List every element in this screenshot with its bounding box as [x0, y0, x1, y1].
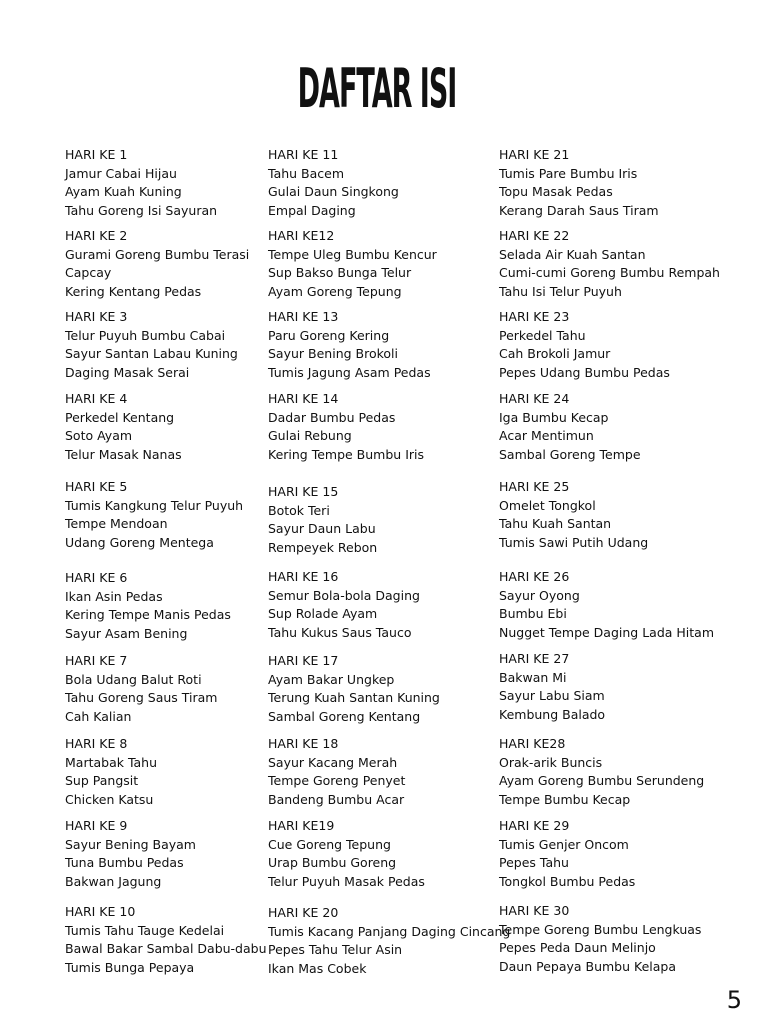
- recipe-item: Gurami Goreng Bumbu Terasi: [65, 246, 250, 262]
- recipe-item: Sambal Goreng Kentang: [268, 708, 421, 724]
- recipe-item: Tempe Uleg Bumbu Kencur: [268, 246, 437, 262]
- toc-entry: [268, 735, 405, 809]
- recipe-item: Selada Air Kuah Santan: [499, 246, 646, 262]
- recipe-item: Jamur Cabai Hijau: [65, 165, 177, 181]
- recipe-item: Pepes Tahu Telur Asin: [268, 942, 403, 957]
- recipe-item: Botok Teri: [268, 502, 330, 518]
- recipe-item: Omelet Tongkol: [499, 497, 596, 513]
- day-heading: HARI KE 30: [499, 903, 570, 918]
- toc-entry: [65, 308, 238, 382]
- toc-entry: [268, 308, 431, 382]
- toc-entry: [499, 735, 704, 809]
- day-heading: HARI KE 18: [268, 736, 339, 751]
- recipe-item: Tumis Kacang Panjang Daging Cincang: [268, 923, 511, 939]
- toc-entry: [65, 390, 182, 464]
- toc-entry: [499, 902, 701, 976]
- day-heading: HARI KE28: [499, 736, 566, 751]
- recipe-item: Sup Pangsit: [65, 773, 139, 788]
- recipe-item: Sayur Labu Siam: [499, 688, 605, 703]
- toc-entry: [268, 146, 399, 220]
- recipe-item: Tuna Bumbu Pedas: [65, 855, 184, 870]
- toc-entry: [65, 569, 231, 643]
- recipe-item: Ikan Mas Cobek: [268, 960, 367, 976]
- recipe-item: Sayur Daun Labu: [268, 521, 376, 536]
- day-heading: HARI KE 14: [268, 391, 339, 406]
- toc-entry: [499, 817, 635, 891]
- day-heading: HARI KE12: [268, 228, 335, 243]
- recipe-item: Kembung Balado: [499, 706, 606, 722]
- recipe-item: Semur Bola-bola Daging: [268, 587, 420, 603]
- toc-entry: [499, 146, 659, 220]
- recipe-item: Terung Kuah Santan Kuning: [268, 690, 440, 705]
- day-heading: HARI KE 2: [65, 228, 128, 243]
- recipe-item: Sayur Bening Bayam: [65, 836, 196, 852]
- day-heading: HARI KE 13: [268, 309, 339, 324]
- recipe-item: Pepes Peda Daun Melinjo: [499, 940, 656, 955]
- recipe-item: Ayam Kuah Kuning: [65, 184, 182, 199]
- day-heading: HARI KE 9: [65, 818, 128, 833]
- recipe-item: Acar Mentimun: [499, 428, 594, 443]
- day-heading: HARI KE 8: [65, 736, 128, 751]
- toc-entry: [499, 390, 641, 464]
- recipe-item: Tahu Kukus Saus Tauco: [268, 624, 412, 640]
- recipe-item: Soto Ayam: [65, 428, 133, 443]
- day-heading: HARI KE 10: [65, 904, 136, 919]
- day-heading: HARI KE 1: [65, 147, 128, 162]
- day-heading: HARI KE 16: [268, 569, 339, 584]
- day-heading: HARI KE 24: [499, 391, 570, 406]
- toc-entry: [65, 735, 157, 809]
- toc-entry: [268, 817, 425, 891]
- toc-entry: [268, 904, 510, 978]
- recipe-item: Telur Puyuh Masak Pedas: [268, 873, 425, 889]
- recipe-item: Empal Daging: [268, 202, 356, 218]
- toc-entry: [268, 390, 424, 464]
- recipe-item: Gulai Rebung: [268, 428, 352, 443]
- day-heading: HARI KE 5: [65, 479, 128, 494]
- recipe-item: Tumis Genjer Oncom: [499, 836, 629, 852]
- recipe-item: Rempeyek Rebon: [268, 539, 378, 555]
- day-heading: HARI KE 6: [65, 570, 128, 585]
- recipe-item: Tahu Goreng Saus Tiram: [65, 690, 218, 705]
- recipe-item: Perkedel Kentang: [65, 409, 175, 425]
- recipe-item: Chicken Katsu: [65, 791, 154, 807]
- day-heading: HARI KE 4: [65, 391, 128, 406]
- day-heading: HARI KE 15: [268, 484, 339, 499]
- recipe-item: Sup Rolade Ayam: [268, 606, 378, 621]
- recipe-item: Kerang Darah Saus Tiram: [499, 202, 659, 218]
- recipe-item: Tempe Mendoan: [65, 516, 168, 531]
- recipe-item: Daging Masak Serai: [65, 364, 190, 380]
- toc-entry: [65, 817, 196, 891]
- day-heading: HARI KE 20: [268, 905, 339, 920]
- recipe-item: Cue Goreng Tepung: [268, 836, 391, 852]
- page-title: DAFTAR ISI: [297, 57, 457, 120]
- toc-entry: [499, 227, 720, 301]
- day-heading: HARI KE 26: [499, 569, 570, 584]
- recipe-item: Pepes Tahu: [499, 855, 569, 870]
- toc-entry: [65, 146, 217, 220]
- recipe-item: Nugget Tempe Daging Lada Hitam: [499, 624, 715, 640]
- recipe-item: Sayur Bening Brokoli: [268, 346, 398, 361]
- toc-entry: [499, 568, 714, 642]
- toc-entry: [65, 652, 217, 726]
- recipe-item: Urap Bumbu Goreng: [268, 855, 397, 870]
- recipe-item: Tumis Sawi Putih Udang: [499, 534, 649, 550]
- recipe-item: Tahu Bacem: [268, 165, 345, 181]
- recipe-item: Cah Kalian: [65, 708, 132, 724]
- recipe-item: Tempe Goreng Bumbu Lengkuas: [499, 921, 702, 937]
- toc-entry: [65, 478, 243, 552]
- toc-entry: [499, 650, 605, 724]
- recipe-item: Telur Puyuh Bumbu Cabai: [65, 327, 226, 343]
- day-heading: HARI KE 23: [499, 309, 570, 324]
- recipe-item: Tahu Goreng Isi Sayuran: [65, 202, 218, 218]
- toc-entry: [268, 568, 420, 642]
- recipe-item: Kering Kentang Pedas: [65, 283, 202, 299]
- recipe-item: Tempe Goreng Penyet: [268, 773, 406, 788]
- recipe-item: Gulai Daun Singkong: [268, 184, 399, 199]
- recipe-item: Paru Goreng Kering: [268, 327, 390, 343]
- toc-entry: [268, 652, 440, 726]
- toc-entry: [268, 483, 377, 557]
- recipe-item: Orak-arik Buncis: [499, 754, 603, 770]
- recipe-item: Tumis Jagung Asam Pedas: [268, 364, 431, 380]
- day-heading: HARI KE 27: [499, 651, 570, 666]
- page-number: 5: [726, 986, 742, 1014]
- recipe-item: Bumbu Ebi: [499, 606, 567, 621]
- recipe-item: Cumi-cumi Goreng Bumbu Rempah: [499, 265, 720, 280]
- recipe-item: Tumis Kangkung Telur Puyuh: [65, 497, 244, 513]
- day-heading: HARI KE19: [268, 818, 335, 833]
- recipe-item: Sambal Goreng Tempe: [499, 446, 641, 462]
- recipe-item: Bola Udang Balut Roti: [65, 671, 202, 687]
- recipe-item: Daun Pepaya Bumbu Kelapa: [499, 958, 677, 974]
- recipe-item: Tumis Bunga Pepaya: [65, 959, 195, 975]
- toc-entry: [499, 478, 648, 552]
- recipe-item: Bakwan Mi: [499, 669, 567, 685]
- recipe-item: Sayur Asam Bening: [65, 625, 188, 641]
- toc-entry: [268, 227, 437, 301]
- recipe-item: Capcay: [65, 265, 112, 280]
- recipe-item: Tongkol Bumbu Pedas: [499, 873, 636, 889]
- recipe-item: Tahu Isi Telur Puyuh: [499, 283, 622, 299]
- recipe-item: Sayur Oyong: [499, 587, 580, 603]
- recipe-item: Iga Bumbu Kecap: [499, 409, 609, 425]
- recipe-item: Ayam Goreng Bumbu Serundeng: [499, 773, 705, 788]
- recipe-item: Bakwan Jagung: [65, 873, 162, 889]
- recipe-item: Ikan Asin Pedas: [65, 588, 163, 604]
- toc-entry: [65, 227, 249, 301]
- recipe-item: Cah Brokoli Jamur: [499, 346, 611, 361]
- recipe-item: Kering Tempe Manis Pedas: [65, 607, 231, 622]
- toc-entry: [499, 308, 670, 382]
- recipe-item: Tempe Bumbu Kecap: [499, 791, 631, 807]
- recipe-item: Pepes Udang Bumbu Pedas: [499, 364, 670, 380]
- recipe-item: Tahu Kuah Santan: [499, 516, 612, 531]
- recipe-item: Udang Goreng Mentega: [65, 534, 214, 550]
- recipe-item: Perkedel Tahu: [499, 327, 586, 343]
- recipe-item: Telur Masak Nanas: [65, 446, 182, 462]
- recipe-item: Ayam Goreng Tepung: [268, 283, 402, 299]
- day-heading: HARI KE 22: [499, 228, 570, 243]
- day-heading: HARI KE 7: [65, 653, 128, 668]
- recipe-item: Dadar Bumbu Pedas: [268, 409, 396, 425]
- day-heading: HARI KE 11: [268, 147, 339, 162]
- day-heading: HARI KE 29: [499, 818, 570, 833]
- recipe-item: Martabak Tahu: [65, 754, 158, 770]
- recipe-item: Tumis Tahu Tauge Kedelai: [65, 922, 225, 938]
- recipe-item: Kering Tempe Bumbu Iris: [268, 446, 424, 462]
- day-heading: HARI KE 21: [499, 147, 570, 162]
- recipe-item: Sayur Kacang Merah: [268, 754, 398, 770]
- recipe-item: Bawal Bakar Sambal Dabu-dabu: [65, 941, 267, 956]
- recipe-item: Tumis Pare Bumbu Iris: [499, 165, 638, 181]
- day-heading: HARI KE 25: [499, 479, 570, 494]
- recipe-item: Bandeng Bumbu Acar: [268, 791, 405, 807]
- recipe-item: Topu Masak Pedas: [499, 184, 613, 199]
- recipe-item: Sayur Santan Labau Kuning: [65, 346, 238, 361]
- recipe-item: Ayam Bakar Ungkep: [268, 671, 395, 687]
- toc-entry: [65, 903, 267, 977]
- recipe-item: Sup Bakso Bunga Telur: [268, 265, 412, 280]
- day-heading: HARI KE 3: [65, 309, 128, 324]
- day-heading: HARI KE 17: [268, 653, 339, 668]
